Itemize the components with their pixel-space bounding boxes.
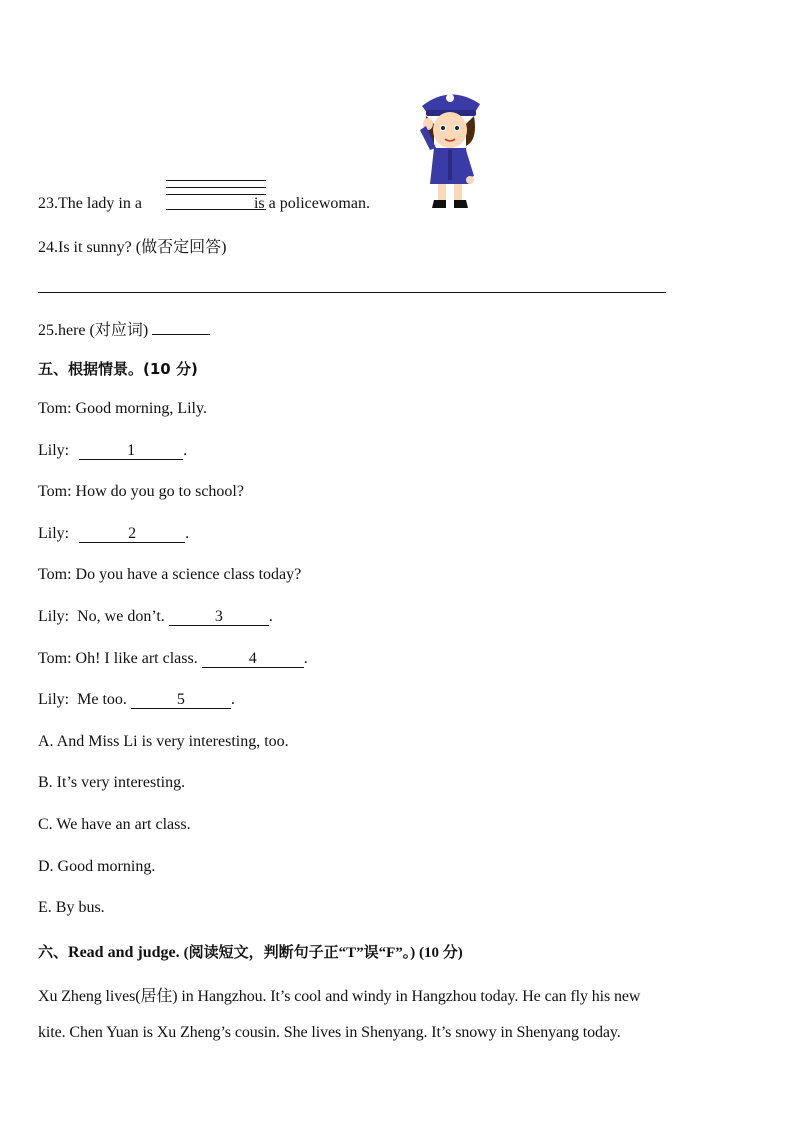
answer-blank[interactable]: 4 (202, 650, 304, 668)
answer-blank[interactable]: 3 (169, 608, 269, 626)
option-a: A. And Miss Li is very interesting, too. (38, 733, 289, 750)
section-6-prefix: 六、 (38, 943, 69, 961)
q23-prefix: 23.The lady in a (38, 195, 142, 212)
period: . (230, 691, 235, 708)
speaker: Tom: (38, 650, 72, 667)
option-e: E. By bus. (38, 899, 105, 916)
blank-stack-line (166, 180, 266, 181)
period: . (185, 525, 190, 542)
passage-line-1: Xu Zheng lives(居住) in Hangzhou. It’s cool and windy in Hangzhou today. He can fly his new (38, 988, 641, 1005)
utterance: No, we don’t. (77, 608, 165, 625)
dialogue-line (38, 650, 308, 668)
question-23 (38, 195, 370, 213)
dialogue-line (38, 608, 273, 626)
q23-suffix: is a policewoman. (253, 195, 370, 212)
answer-blank[interactable]: 2 (79, 525, 185, 543)
q25-text: 25.here (对应词) (38, 322, 149, 339)
answer-blank[interactable]: 5 (131, 691, 231, 709)
utterance: Good morning, Lily. (75, 400, 207, 417)
option-d: D. Good morning. (38, 858, 156, 875)
q25-blank[interactable] (152, 320, 210, 335)
dialogue-line (38, 483, 244, 501)
answer-blank[interactable]: 1 (79, 442, 183, 460)
period: . (268, 608, 273, 625)
speaker: Lily: (38, 442, 70, 459)
speaker: Lily: (38, 525, 70, 542)
passage-line-2: kite. Chen Yuan is Xu Zheng’s cousin. She lives in Shenyang. It’s snowy in Shenyang today. (38, 1024, 621, 1041)
dialogue-line (38, 525, 189, 543)
question-25 (38, 317, 210, 340)
speaker: Tom: (38, 483, 72, 500)
option-c: C. We have an art class. (38, 816, 191, 833)
dialogue-line (38, 442, 187, 460)
section-6-heading: Read and judge. (68, 944, 180, 961)
option-b: B. It’s very interesting. (38, 774, 186, 791)
utterance: Do you have a science class today? (75, 566, 302, 583)
utterance: Me too. (77, 691, 127, 708)
policewoman-illustration (412, 84, 488, 212)
utterance: Oh! I like art class. (75, 650, 198, 667)
q24-answer-line[interactable] (38, 292, 666, 293)
dialogue-line (38, 691, 235, 709)
speaker: Tom: (38, 566, 72, 583)
speaker: Lily: (38, 608, 70, 625)
section-6-title (38, 941, 463, 962)
period: . (183, 442, 188, 459)
speaker: Lily: (38, 691, 70, 708)
utterance: How do you go to school? (75, 483, 244, 500)
section-6-note: (阅读短文，判断句子正“T”误“F”。) (10 分) (183, 945, 463, 961)
period: . (303, 650, 308, 667)
dialogue-line (38, 566, 301, 584)
section-5-title: 五、根据情景。(10 分) (38, 360, 198, 378)
dialogue-line (38, 400, 207, 418)
speaker: Tom: (38, 400, 72, 417)
question-24: 24.Is it sunny? (做否定回答) (38, 239, 227, 256)
blank-stack-line (166, 187, 266, 188)
